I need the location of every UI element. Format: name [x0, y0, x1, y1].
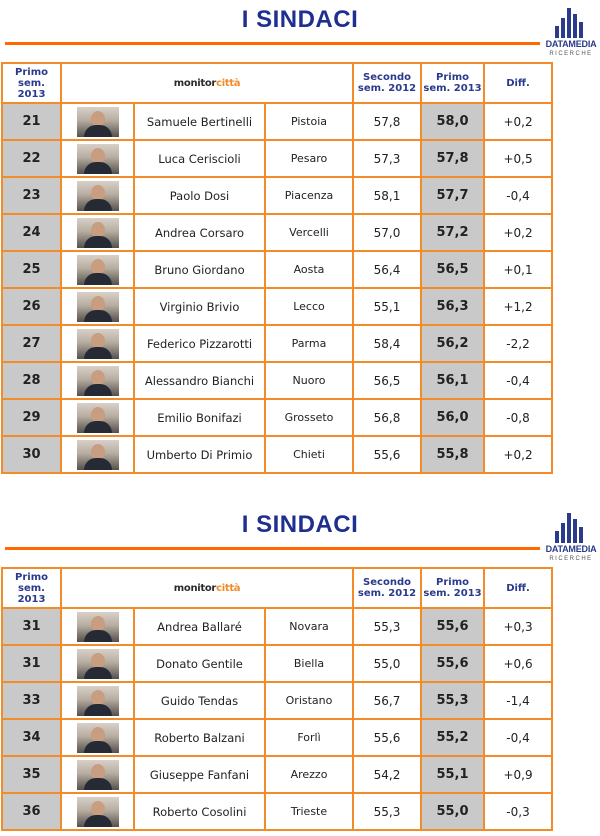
- mayor-photo: [77, 218, 119, 248]
- score-diff: -0,4: [484, 177, 552, 214]
- rank-cell: 36: [2, 793, 61, 830]
- city-name: Chieti: [265, 436, 353, 473]
- score-diff: +0,5: [484, 140, 552, 177]
- rank-cell: 31: [2, 645, 61, 682]
- mayor-name: Guido Tendas: [134, 682, 265, 719]
- datamedia-logo: [543, 4, 599, 62]
- table-row: [2, 399, 552, 436]
- header-cur: Primo sem. 2013: [421, 63, 484, 103]
- table-row: [2, 608, 552, 645]
- table-row: [2, 793, 552, 830]
- rank-cell: 24: [2, 214, 61, 251]
- score-diff: -0,4: [484, 719, 552, 756]
- monitorcitta-brand: [61, 568, 353, 608]
- prev-score: 57,3: [353, 140, 421, 177]
- current-score: 55,0: [421, 793, 484, 830]
- section-title: I SINDACI: [241, 511, 359, 538]
- city-name: Nuoro: [265, 362, 353, 399]
- mayor-name: Virginio Brivio: [134, 288, 265, 325]
- city-name: Parma: [265, 325, 353, 362]
- table-row: [2, 719, 552, 756]
- brand-monitor: monitor: [173, 582, 217, 594]
- prev-score: 57,8: [353, 103, 421, 140]
- mayor-name: Samuele Bertinelli: [134, 103, 265, 140]
- photo-cell: [61, 251, 134, 288]
- photo-cell: [61, 645, 134, 682]
- header-diff: Diff.: [484, 63, 552, 103]
- header-rank: Primo sem. 2013: [2, 63, 61, 103]
- photo-cell: [61, 756, 134, 793]
- rank-cell: 28: [2, 362, 61, 399]
- logo-bars-icon: [553, 509, 593, 543]
- brand-monitor: monitor: [173, 77, 217, 89]
- current-score: 55,8: [421, 436, 484, 473]
- logo-subword: RICERCHE: [549, 556, 593, 562]
- photo-cell: [61, 793, 134, 830]
- datamedia-logo: [543, 509, 599, 567]
- table-row: [2, 645, 552, 682]
- score-diff: +0,3: [484, 608, 552, 645]
- mayor-photo: [77, 107, 119, 137]
- prev-score: 58,4: [353, 325, 421, 362]
- photo-cell: [61, 608, 134, 645]
- score-diff: +0,2: [484, 103, 552, 140]
- mayor-photo: [77, 403, 119, 433]
- table-row: [2, 103, 552, 140]
- current-score: 56,0: [421, 399, 484, 436]
- prev-score: 55,3: [353, 608, 421, 645]
- photo-cell: [61, 140, 134, 177]
- current-score: 56,5: [421, 251, 484, 288]
- score-diff: -0,3: [484, 793, 552, 830]
- logo-word: DATAMEDIA: [545, 39, 597, 49]
- photo-cell: [61, 214, 134, 251]
- city-name: Lecco: [265, 288, 353, 325]
- table-row: [2, 325, 552, 362]
- city-name: Trieste: [265, 793, 353, 830]
- rank-cell: 22: [2, 140, 61, 177]
- photo-cell: [61, 288, 134, 325]
- logo-bars-icon: [553, 4, 593, 38]
- current-score: 55,1: [421, 756, 484, 793]
- table-row: [2, 756, 552, 793]
- header-prev: Secondo sem. 2012: [353, 63, 421, 103]
- prev-score: 56,8: [353, 399, 421, 436]
- mayor-photo: [77, 329, 119, 359]
- mayor-photo: [77, 440, 119, 470]
- mayor-name: Andrea Corsaro: [134, 214, 265, 251]
- city-name: Forlì: [265, 719, 353, 756]
- mayor-photo: [77, 292, 119, 322]
- city-name: Oristano: [265, 682, 353, 719]
- rank-cell: 35: [2, 756, 61, 793]
- city-name: Vercelli: [265, 214, 353, 251]
- mayor-photo: [77, 255, 119, 285]
- current-score: 56,2: [421, 325, 484, 362]
- mayor-name: Paolo Dosi: [134, 177, 265, 214]
- score-diff: +0,6: [484, 645, 552, 682]
- prev-score: 55,6: [353, 719, 421, 756]
- mayor-photo: [77, 181, 119, 211]
- prev-score: 56,7: [353, 682, 421, 719]
- prev-score: 55,6: [353, 436, 421, 473]
- mayor-photo: [77, 760, 119, 790]
- table-header-row: [2, 568, 552, 608]
- city-name: Grosseto: [265, 399, 353, 436]
- city-name: Pistoia: [265, 103, 353, 140]
- mayor-name: Alessandro Bianchi: [134, 362, 265, 399]
- mayor-name: Bruno Giordano: [134, 251, 265, 288]
- table-row: [2, 288, 552, 325]
- city-name: Novara: [265, 608, 353, 645]
- score-diff: +0,2: [484, 214, 552, 251]
- current-score: 58,0: [421, 103, 484, 140]
- header-cur: Primo sem. 2013: [421, 568, 484, 608]
- score-diff: -0,8: [484, 399, 552, 436]
- mayor-photo: [77, 686, 119, 716]
- mayor-photo: [77, 797, 119, 827]
- table-row: [2, 140, 552, 177]
- score-diff: -1,4: [484, 682, 552, 719]
- city-name: Pesaro: [265, 140, 353, 177]
- prev-score: 56,4: [353, 251, 421, 288]
- ranking-table: [1, 567, 553, 831]
- prev-score: 55,0: [353, 645, 421, 682]
- current-score: 55,2: [421, 719, 484, 756]
- prev-score: 55,1: [353, 288, 421, 325]
- ranking-section-2: [0, 505, 600, 836]
- mayor-name: Federico Pizzarotti: [134, 325, 265, 362]
- score-diff: +0,9: [484, 756, 552, 793]
- mayor-name: Emilio Bonifazi: [134, 399, 265, 436]
- photo-cell: [61, 399, 134, 436]
- header-rank: Primo sem. 2013: [2, 568, 61, 608]
- mayor-name: Donato Gentile: [134, 645, 265, 682]
- monitorcitta-brand: [61, 63, 353, 103]
- photo-cell: [61, 103, 134, 140]
- mayor-photo: [77, 612, 119, 642]
- ranking-table: [1, 62, 553, 474]
- current-score: 57,8: [421, 140, 484, 177]
- city-name: Aosta: [265, 251, 353, 288]
- photo-cell: [61, 177, 134, 214]
- rank-cell: 33: [2, 682, 61, 719]
- table-header-row: [2, 63, 552, 103]
- score-diff: -2,2: [484, 325, 552, 362]
- score-diff: +0,1: [484, 251, 552, 288]
- mayor-name: Roberto Balzani: [134, 719, 265, 756]
- mayor-photo: [77, 723, 119, 753]
- mayor-name: Luca Ceriscioli: [134, 140, 265, 177]
- table-row: [2, 436, 552, 473]
- table-row: [2, 682, 552, 719]
- prev-score: 58,1: [353, 177, 421, 214]
- city-name: Biella: [265, 645, 353, 682]
- mayor-photo: [77, 366, 119, 396]
- photo-cell: [61, 719, 134, 756]
- photo-cell: [61, 325, 134, 362]
- brand-citta: città: [216, 582, 241, 594]
- current-score: 57,7: [421, 177, 484, 214]
- header-diff: Diff.: [484, 568, 552, 608]
- city-name: Arezzo: [265, 756, 353, 793]
- score-diff: +1,2: [484, 288, 552, 325]
- rank-cell: 29: [2, 399, 61, 436]
- current-score: 57,2: [421, 214, 484, 251]
- table-row: [2, 214, 552, 251]
- table-row: [2, 251, 552, 288]
- logo-word: DATAMEDIA: [545, 544, 597, 554]
- orange-divider: [5, 42, 540, 45]
- brand-citta: città: [216, 77, 241, 89]
- prev-score: 55,3: [353, 793, 421, 830]
- prev-score: 57,0: [353, 214, 421, 251]
- city-name: Piacenza: [265, 177, 353, 214]
- prev-score: 54,2: [353, 756, 421, 793]
- mayor-name: Giuseppe Fanfani: [134, 756, 265, 793]
- logo-subword: RICERCHE: [549, 51, 593, 57]
- prev-score: 56,5: [353, 362, 421, 399]
- table-row: [2, 177, 552, 214]
- current-score: 55,3: [421, 682, 484, 719]
- rank-cell: 21: [2, 103, 61, 140]
- rank-cell: 30: [2, 436, 61, 473]
- score-diff: +0,2: [484, 436, 552, 473]
- rank-cell: 25: [2, 251, 61, 288]
- rank-cell: 23: [2, 177, 61, 214]
- current-score: 56,3: [421, 288, 484, 325]
- mayor-name: Umberto Di Primio: [134, 436, 265, 473]
- mayor-name: Roberto Cosolini: [134, 793, 265, 830]
- photo-cell: [61, 362, 134, 399]
- mayor-name: Andrea Ballaré: [134, 608, 265, 645]
- rank-cell: 31: [2, 608, 61, 645]
- rank-cell: 34: [2, 719, 61, 756]
- orange-divider: [5, 547, 540, 550]
- header-prev: Secondo sem. 2012: [353, 568, 421, 608]
- mayor-photo: [77, 649, 119, 679]
- photo-cell: [61, 682, 134, 719]
- score-diff: -0,4: [484, 362, 552, 399]
- section-title: I SINDACI: [241, 6, 359, 33]
- rank-cell: 27: [2, 325, 61, 362]
- current-score: 55,6: [421, 645, 484, 682]
- rank-cell: 26: [2, 288, 61, 325]
- current-score: 55,6: [421, 608, 484, 645]
- mayor-photo: [77, 144, 119, 174]
- table-row: [2, 362, 552, 399]
- photo-cell: [61, 436, 134, 473]
- current-score: 56,1: [421, 362, 484, 399]
